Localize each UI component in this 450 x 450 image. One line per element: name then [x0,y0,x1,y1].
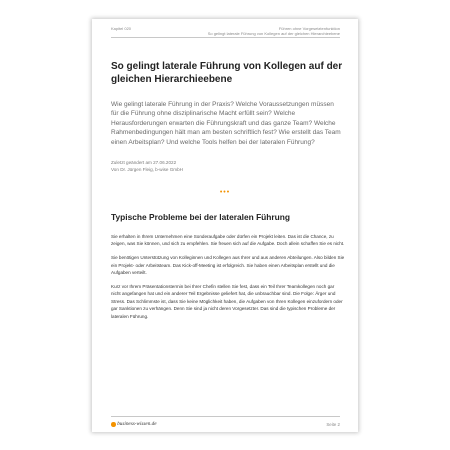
article-title: So gelingt laterale Führung von Kollegen auf der gleichen Hierarchieebene [111,61,343,85]
brand-dot-icon [111,422,116,427]
running-header [111,26,340,36]
body-paragraph: Sie benötigen Unterstützung von Kolleginnen und Kollegen aus Ihrer und aus anderen Abteilungen. Also bilden Sie ein Projekt- oder Arbeitsteam. Das Kick-off-Meeting ist erfolgreich. Sie haben einen Arbeitsplan erstellt und die Aufgaben verteilt. [111,255,345,276]
body-paragraph: Sie erhalten in Ihrem Unternehmen eine Sonderaufgabe oder dürfen ein Projekt leiten. Das ist die Chance, zu zeigen, was Sie können, und sich zu empfehlen. Sie freuen sich auf die Aufgabe. Doch allein schaffen Sie es nicht. [111,234,345,247]
brand-logo [111,421,157,428]
author-line: Von Dr. Jürgen Fleig, b-wise GmbH [111,167,183,173]
page-number: Seite 2 [326,422,340,427]
section-heading: Typische Probleme bei der lateralen Führung [111,212,291,222]
last-updated: Zuletzt geändert am 27.06.2022 [111,160,177,165]
brand-name: business-wissen.de [117,421,157,427]
header-chapter: Kapitel 020 [111,26,132,31]
section-body [111,233,345,327]
article-meta [111,159,183,174]
body-paragraph: Kurz vor Ihrem Präsentationstermin bei Ihrer Chefin stellen Sie fest, dass ein Teil Ihrer Teamkollegen noch gar nicht angefangen hat und ein anderer Teil Ergebnisse geliefert hat, die unbrauchbar sind. Die Folge: Ärger und Stress. Das Schlimmste ist, dass Sie keine Möglichkeit haben, die Aufgaben von Ihren Kollegen einzufordern oder gar Sanktionen zu verhängen. Denn Sie sind ja nicht deren Vorgesetzter. Das sind die typischen Probleme der lateralen Führung. [111,284,343,319]
document-page [92,19,358,432]
header-divider [111,37,340,38]
header-subtitle: So gelingt laterale Führung von Kollegen auf der gleichen Hierarchieebene [207,31,340,37]
footer-divider [111,416,340,417]
header-section: Führen ohne Vorgesetztenfunktion [278,26,340,31]
article-intro: Wie gelingt laterale Führung in der Praxis? Welche Voraussetzungen müssen für die Führung ohne disziplinarische Macht erfüllt sein? Welche Herausforderungen erwarten die Führungskraft und das ganze Team? Welche Rahmenbedingungen hält man am besten schriftlich fest? Wie erstellt das Team einen Arbeitsplan? Und welche Tools helfen bei der lateralen Führung? [111,101,341,146]
separator-dots: ••• [219,189,231,196]
